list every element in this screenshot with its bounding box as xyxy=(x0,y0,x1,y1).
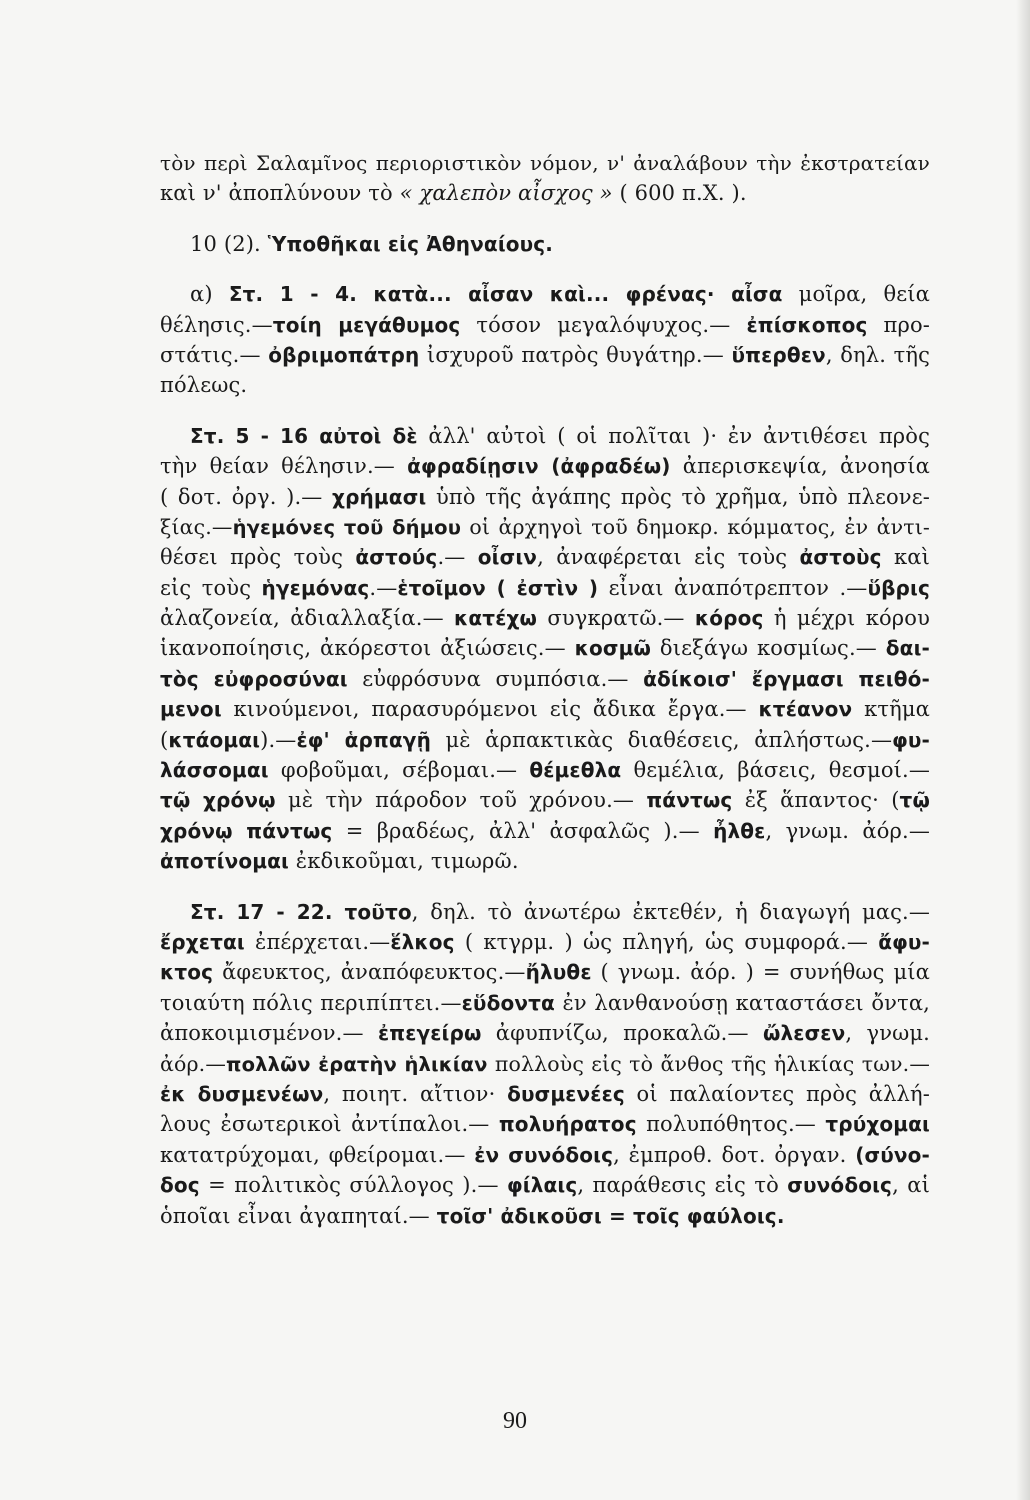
section-heading: 10 (2). Ὑποθῆκαι εἰς Ἀθηναίους. xyxy=(190,231,554,256)
text-line: δος = πολιτικὸς σύλλογος ).— φίλαις, παράθεσις εἰς τὸ συνόδοις, αἱ xyxy=(160,1173,930,1198)
text-line: ξίας.—ἡγεμόνες τοῦ δήμου οἱ ἀρχηγοὶ τοῦ δημοκρ. κόμματος, ἐν ἀντι- xyxy=(160,514,930,539)
text-line: πόλεως. xyxy=(160,373,248,398)
text-line: τὴν θείαν θέλησιν.— ἀφραδίῃσιν (ἀφραδέω) ἀπερισκεψία, ἀνοησία xyxy=(160,454,931,479)
page-body xyxy=(160,148,930,1231)
intro-paragraph xyxy=(160,148,930,209)
verses-5-16-paragraph xyxy=(160,421,930,877)
text-line: ἀόρ.—πολλῶν ἐρατὴν ἡλικίαν πολλοὺς εἰς τὸ ἄνθος τῆς ἡλικίας των.— xyxy=(160,1051,930,1076)
text-line: ἱκανοποίησις, ἀκόρεστοι ἀξιώσεις.— κοσμῶ διεξάγω κοσμίως.— δαι- xyxy=(160,636,930,661)
text-line: εἰς τοὺς ἡγεμόνας.—ἑτοῖμον ( ἐστὶν ) εἶναι ἀναπότρεπτον .—ὕβρις xyxy=(160,575,930,600)
verses-1-4-paragraph xyxy=(160,279,930,401)
text-line: κτος ἄφευκτος, ἀναπόφευκτος.—ἤλυθε ( γνωμ. ἀόρ. ) = συνήθως μία xyxy=(160,960,930,985)
text-line: θέσει πρὸς τοὺς ἀστούς.— οἶσιν, ἀναφέρεται εἰς τοὺς ἀστοὺς καὶ xyxy=(160,545,930,570)
text-line: ( δοτ. ὀργ. ).— χρήμασι ὑπὸ τῆς ἀγάπης πρὸς τὸ χρῆμα, ὑπὸ πλεονε- xyxy=(160,484,930,509)
text-line: λάσσομαι φοβοῦμαι, σέβομαι.— θέμεθλα θεμέλια, βάσεις, θεσμοί.— xyxy=(160,758,930,783)
page-edge-shadow xyxy=(1016,0,1030,1500)
text-line: στάτις.— ὀβριμοπάτρη ἰσχυροῦ πατρὸς θυγάτηρ.— ὕπερθεν, δηλ. τῆς xyxy=(160,342,930,367)
page-number: 90 xyxy=(503,1408,527,1434)
text-line: τοιαύτη πόλις περιπίπτει.—εὕδοντα ἐν λανθανούσῃ καταστάσει ὄντα, xyxy=(160,990,930,1015)
text-line: Στ. 5 - 16 αὐτοὶ δὲ ἀλλ' αὐτοὶ ( οἱ πολῖται )· ἐν ἀντιθέσει πρὸς xyxy=(190,423,930,448)
quoted-phrase: « χαλεπὸν αἶσχος » xyxy=(399,181,613,206)
text-line: ἐκ δυσμενέων, ποιητ. αἴτιον· δυσμενέες οἱ παλαίοντες πρὸς ἀλλή- xyxy=(160,1081,930,1106)
text-line: ἔρχεται ἐπέρχεται.—ἕλκος ( κτγρμ. ) ὡς πληγή, ὡς συμφορά.— ἄφυ- xyxy=(160,929,930,954)
text-line: ἀποτίνομαι ἐκδικοῦμαι, τιμωρῶ. xyxy=(160,849,519,874)
text-line: α) Στ. 1 - 4. κατὰ... αἶσαν καὶ... φρένας· αἶσα μοῖρα, θεία xyxy=(190,282,930,307)
text-line: κατατρύχομαι, φθείρομαι.— ἐν συνόδοις, ἐμπροθ. δοτ. ὀργαν. (σύνο- xyxy=(160,1142,930,1167)
verses-17-22-paragraph xyxy=(160,897,930,1231)
text-line: χρόνῳ πάντως = βραδέως, ἀλλ' ἀσφαλῶς ).— ἦλθε, γνωμ. ἀόρ.— xyxy=(160,818,930,843)
text-line: ὁποῖαι εἶναι ἀγαπηταί.— τοῖσ' ἀδικοῦσι = τοῖς φαύλοις. xyxy=(160,1203,785,1228)
text-line: ἀλαζονεία, ἀδιαλλαξία.— κατέχω συγκρατῶ.— κόρος ἡ μέχρι κόρου xyxy=(160,606,930,631)
section-title: Ὑποθῆκαι εἰς Ἀθηναίους. xyxy=(267,231,554,256)
text-line: ἀποκοιμισμένον.— ἐπεγείρω ἀφυπνίζω, προκαλῶ.— ὤλεσεν, γνωμ. xyxy=(160,1021,931,1046)
text-line: θέλησις.—τοίη μεγάθυμος τόσον μεγαλόψυχος.— ἐπίσκοπος προ- xyxy=(160,312,931,337)
text-line: τὸς εὐφροσύναι εὐφρόσυνα συμπόσια.— ἀδίκοισ' ἔργμασι πειθό- xyxy=(160,666,930,691)
text-line: μενοι κινούμενοι, παρασυρόμενοι εἰς ἄδικα ἔργα.— κτέανον κτῆμα xyxy=(160,697,931,722)
text-line: Στ. 17 - 22. τοῦτο, δηλ. τὸ ἀνωτέρω ἐκτεθέν, ἡ διαγωγή μας.— xyxy=(190,899,930,924)
text-line: (κτάομαι).—ἐφ' ἁρπαγῇ μὲ ἁρπακτικὰς διαθέσεις, ἀπλήστως.—φυ- xyxy=(160,727,930,752)
text-line: τῷ χρόνῳ μὲ τὴν πάροδον τοῦ χρόνου.— πάντως ἐξ ἅπαντος· (τῷ xyxy=(160,788,930,813)
text-line: τὸν περὶ Σαλαμῖνος περιοριστικὸν νόμον, ν' ἀναλάβουν τὴν ἐκστρατείαν xyxy=(160,151,930,175)
text-line: καὶ ν' ἀποπλύνουν τὸ « χαλεπὸν αἶσχος » ( 600 π.Χ. ). xyxy=(160,181,747,206)
text-line: λους ἐσωτερικοὶ ἀντίπαλοι.— πολυήρατος πολυπόθητος.— τρύχομαι xyxy=(160,1112,931,1137)
